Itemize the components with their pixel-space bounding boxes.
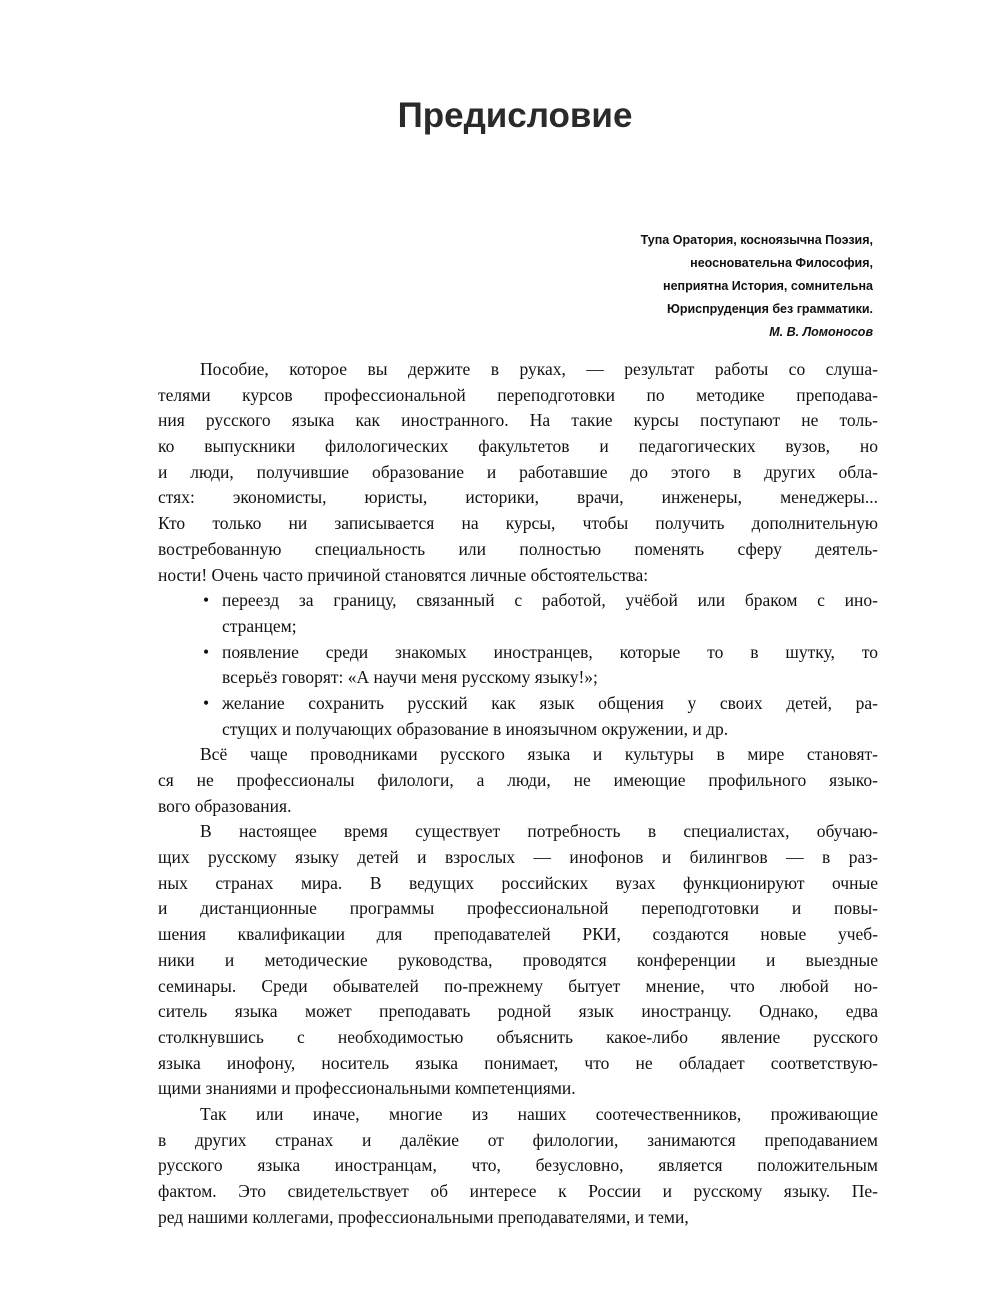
- line: [158, 691, 878, 717]
- line: [158, 1076, 878, 1102]
- text-line: русского языка иностранцам, что, безусловно, является положительным: [158, 1155, 878, 1176]
- text-line: востребованную специальность или полностью поменять сферу деятель-: [158, 538, 878, 559]
- epigraph-line: Юриспруденция без грамматики.: [666, 302, 873, 316]
- line: [158, 434, 878, 460]
- line: [158, 460, 878, 486]
- paragraph: [158, 742, 878, 819]
- text-line: семинары. Среди обывателей по-прежнему бытует мнение, что любой но-: [158, 975, 878, 996]
- line: [158, 845, 878, 871]
- line: [158, 948, 878, 974]
- text-line: всерьёз говорят: «А научи меня русскому языку!»;: [222, 667, 598, 688]
- text-line: Так или иначе, многие из наших соотечественников, проживающие: [200, 1103, 878, 1124]
- line: [158, 742, 878, 768]
- line: [158, 537, 878, 563]
- text-line: появление среди знакомых иностранцев, которые то в шутку, то: [222, 641, 878, 662]
- text-line: ситель языка может преподавать родной язык иностранцу. Однако, едва: [158, 1001, 878, 1022]
- line: [158, 1102, 878, 1128]
- line: [158, 1051, 878, 1077]
- epigraph-line: неприятна История, сомнительна: [663, 279, 873, 293]
- epigraph-author: М. В. Ломоносов: [769, 325, 873, 339]
- line: [158, 794, 878, 820]
- line: [158, 1025, 878, 1051]
- line: [158, 588, 878, 614]
- line: [158, 999, 878, 1025]
- text-line: щими знаниями и профессиональными компетенциями.: [158, 1078, 576, 1099]
- text-line: Кто только ни записывается на курсы, чтобы получить дополнительную: [158, 513, 878, 534]
- text-line: и дистанционные программы профессиональной переподготовки и повы-: [158, 898, 878, 919]
- text-line: телями курсов профессиональной переподготовки по методике преподава-: [158, 384, 878, 405]
- bullet-item: [158, 691, 878, 742]
- text-line: фактом. Это свидетельствует об интересе к России и русскому языку. Пе-: [158, 1181, 878, 1201]
- line: [158, 819, 878, 845]
- paragraph: [158, 1102, 878, 1230]
- text-line: языка инофону, носитель языка понимает, что не обладает соответствую-: [158, 1052, 878, 1073]
- bullet-item: [158, 588, 878, 639]
- text-line: стях: экономисты, юристы, историки, врачи, инженеры, менеджеры...: [158, 487, 878, 508]
- line: [158, 871, 878, 897]
- epigraph-line: неосновательна Философия,: [690, 256, 873, 270]
- bullet-icon: •: [203, 590, 210, 611]
- text-line: странцем;: [222, 615, 297, 636]
- bullet-icon: •: [203, 641, 210, 662]
- page-title: Предисловие: [397, 96, 633, 135]
- text-line: столкнувшись с необходимостью объяснить какое-либо явление русского: [158, 1026, 878, 1047]
- text-line: ности! Очень часто причиной становятся личные обстоятельства:: [158, 564, 649, 585]
- line: [158, 922, 878, 948]
- bullet-item: [158, 640, 878, 691]
- line: [158, 640, 878, 666]
- text-line: Пособие, которое вы держите в руках, — результат работы со слуша-: [200, 359, 878, 379]
- epigraph: [641, 229, 873, 344]
- line: [158, 896, 878, 922]
- line: [158, 614, 878, 640]
- text-line: переезд за границу, связанный с работой, учёбой или браком с ино-: [222, 590, 878, 611]
- text-line: ся не профессионалы филологи, а люди, не имеющие профильного языко-: [158, 770, 878, 790]
- text-line: ники и методические руководства, проводятся конференции и выездные: [158, 949, 878, 970]
- line: [158, 1205, 878, 1231]
- line: [158, 768, 878, 794]
- line: [158, 511, 878, 537]
- text-line: ных странах мира. В ведущих российских вузах функционируют очные: [158, 872, 878, 893]
- text-line: в других странах и далёкие от филологии, занимаются преподаванием: [158, 1129, 878, 1150]
- line: [158, 383, 878, 409]
- epigraph-line: Тупа Оратория, косноязычна Поэзия,: [640, 233, 873, 247]
- line: [158, 1179, 878, 1205]
- body-text: [158, 357, 878, 1230]
- text-line: вого образования.: [158, 795, 292, 816]
- bullet-icon: •: [203, 692, 210, 713]
- line: [158, 357, 878, 383]
- line: [158, 1153, 878, 1179]
- text-line: щих русскому языку детей и взрослых — инофонов и билингвов — в раз-: [158, 847, 878, 868]
- line: [158, 563, 878, 589]
- paragraph: [158, 819, 878, 1102]
- text-line: Всё чаще проводниками русского языка и культуры в мире становят-: [200, 744, 878, 765]
- line: [158, 717, 878, 743]
- line: [158, 665, 878, 691]
- line: [158, 974, 878, 1000]
- text-line: ред нашими коллегами, профессиональными преподавателями, и теми,: [158, 1206, 689, 1227]
- line: [158, 408, 878, 434]
- text-line: ния русского языка как иностранного. На такие курсы поступают не толь-: [158, 410, 878, 431]
- text-line: и люди, получившие образование и работавшие до этого в других обла-: [158, 461, 878, 482]
- text-line: желание сохранить русский как язык общения у своих детей, ра-: [222, 692, 878, 713]
- text-line: стущих и получающих образование в иноязычном окружении, и др.: [222, 718, 729, 739]
- paragraph: [158, 357, 878, 588]
- text-line: ко выпускники филологических факультетов и педагогических вузов, но: [158, 436, 878, 457]
- line: [158, 485, 878, 511]
- text-line: В настоящее время существует потребность в специалистах, обучаю-: [200, 821, 878, 842]
- text-line: шения квалификации для преподавателей РКИ, создаются новые учеб-: [158, 924, 878, 945]
- line: [158, 1128, 878, 1154]
